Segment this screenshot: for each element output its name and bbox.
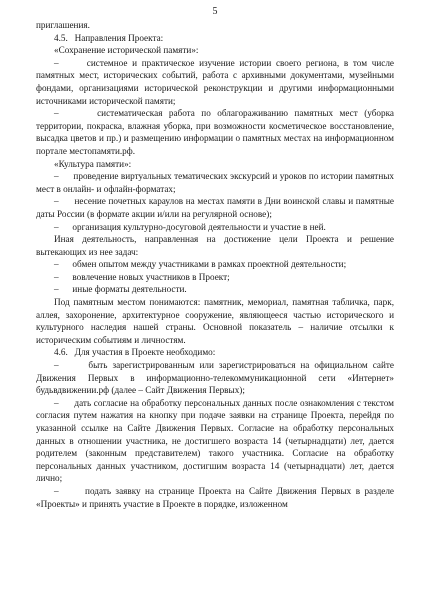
paragraph: – организация культурно-досуговой деятельности и участие в ней. <box>54 221 326 232</box>
paragraph: – системное и практическое изучение истории своего региона, в том числе памятных мест, исторических событий, работа с архивными документами, музейными фондами, организациями исторической реконструкции и другими информационными источниками исторической памяти; <box>36 57 394 106</box>
paragraph: – дать согласие на обработку персональных данных после ознакомления с текстом согласия путем нажатия на кнопку при подаче заявки на странице Проекта, перейдя по указанной ссылке на Сайте Движения Первых. Согласие на обработку персональных данных в отношении участника, не достигшего возраста 14 (четырнадцати) лет, дается родителем (законным представителем) такого участника. Согласие на обработку персональных данных участником, достигшим возраста 14 (четырнадцати) лет, дается лично; <box>36 397 394 484</box>
paragraph: приглашения. <box>36 20 90 30</box>
paragraph: 4.6. Для участия в Проекте необходимо: <box>54 347 216 358</box>
paragraph: «Культура памяти»: <box>54 158 132 169</box>
paragraph: – проведение виртуальных тематических экскурсий и уроков по истории памятных мест в онлайн- и офлайн-форматах; <box>36 171 394 194</box>
paragraph: – иные форматы деятельности. <box>54 284 187 295</box>
paragraph: «Сохранение исторической памяти»: <box>54 45 199 56</box>
paragraph: – обмен опытом между участниками в рамках проектной деятельности; <box>54 259 347 270</box>
paragraph: Под памятным местом понимаются: памятник, мемориал, памятная табличка, парк, аллея, захоронение, архитектурное сооружение, являющееся частью исторического и культурного наследия нашей страны. Основной показатель – наличие отсылки к историческим событиям и личностям. <box>36 297 394 345</box>
page-number: 5 <box>212 6 218 17</box>
paragraph: – вовлечение новых участников в Проект; <box>54 271 230 282</box>
paragraph: – подать заявку на странице Проекта на Сайте Движения Первых в разделе «Проекты» и принять участие в Проекте в порядке, изложенном <box>36 485 394 509</box>
paragraph: 4.5. Направления Проекта: <box>54 32 164 43</box>
document-body <box>36 19 394 510</box>
paragraph: – несение почетных караулов на местах памяти в Дни воинской славы и памятные даты России (в формате акции и/или на регулярной основе); <box>36 196 394 219</box>
paragraph: – систематическая работа по облагораживанию памятных мест (уборка территории, покраска, влажная уборка, при возможности косметическое восстановление, высадка цветов и пр.) и размещению информации о памятных местах на информационном портале местопамяти.рф. <box>36 108 394 156</box>
paragraph: Иная деятельность, направленная на достижение цели Проекта и решение вытекающих из нее задач: <box>36 234 394 257</box>
paragraph: – быть зарегистрированным или зарегистрироваться на официальном сайте Движения Первых в информационно-телекоммуникационной сети «Интернет» будьвдвижении.рф (далее – Сайт Движения Первых); <box>36 360 394 396</box>
